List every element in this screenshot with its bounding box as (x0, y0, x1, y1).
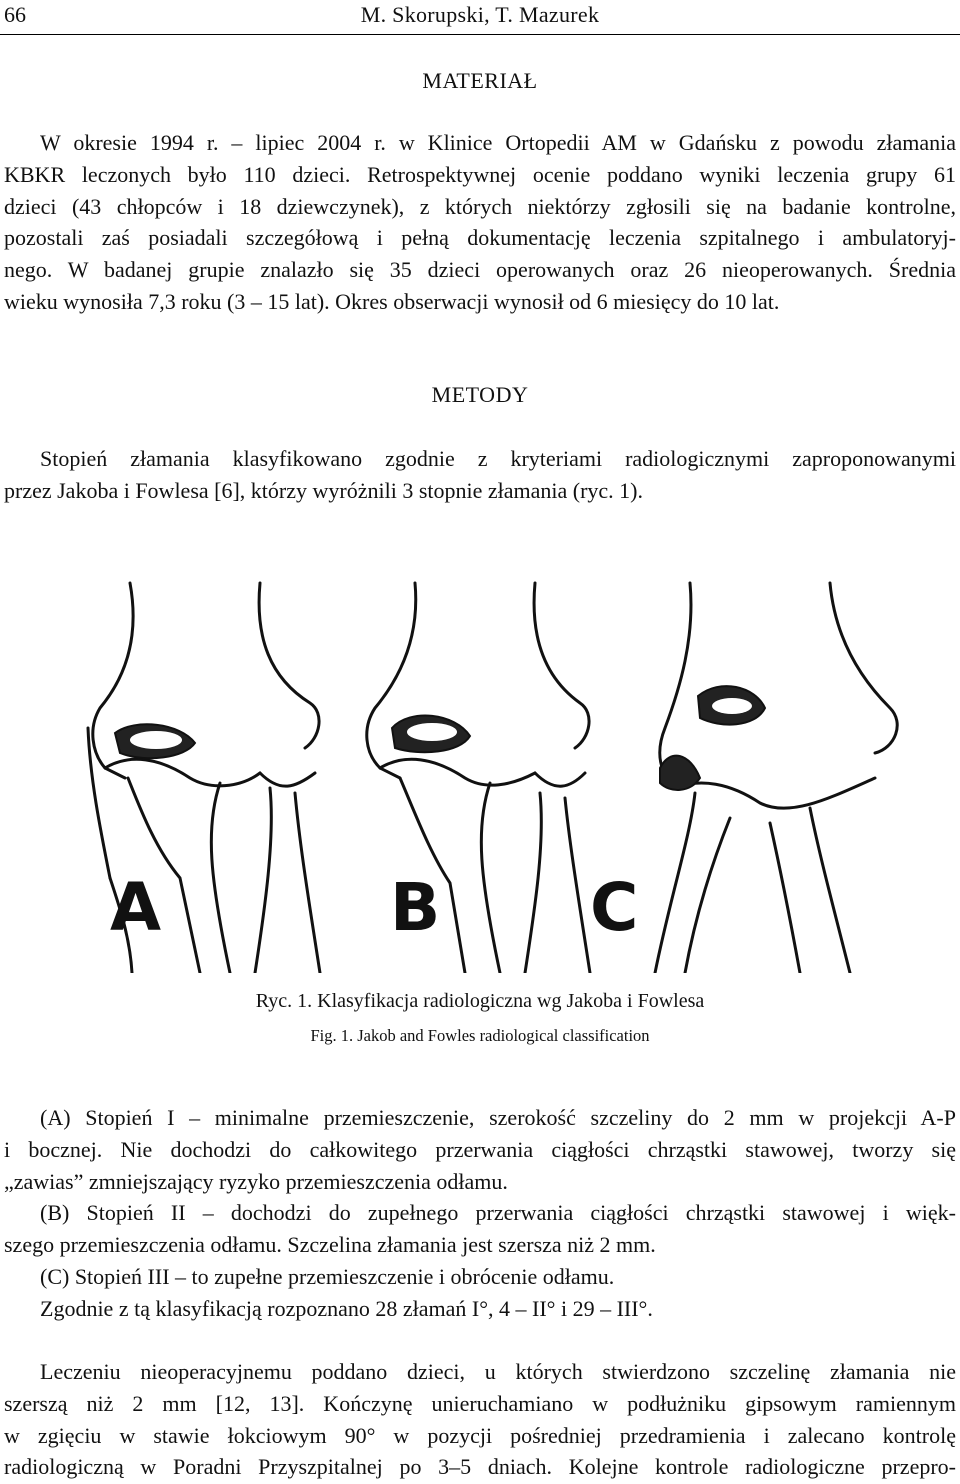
text-line: KBKR leczonych było 110 dzieci. Retrospektywnej ocenie poddano wyniki leczenia grupy 61 (4, 161, 956, 187)
text-line: szerszą niż 2 mm [12, 13]. Kończynę unieruchamiano w podłużniku gipsowym ramiennym (4, 1390, 956, 1416)
panel-label-c: C (590, 869, 639, 946)
text-line: Stopień złamania klasyfikowano zgodnie z kryteriami radiologicznymi zaproponowanymi (40, 446, 956, 471)
figure-caption-pl: Ryc. 1. Klasyfikacja radiologiczna wg Jakoba i Fowlesa (255, 990, 705, 1012)
page-number: 66 (4, 2, 26, 27)
header-rule (0, 34, 960, 35)
panel-label-a: A (110, 869, 162, 946)
running-head: M. Skorupski, T. Mazurek (360, 2, 600, 27)
text-line: Leczeniu nieoperacyjnemu poddano dzieci, u których stwierdzono szczelinę złamania nie (40, 1359, 956, 1384)
text-line: szego przemieszczenia odłamu. Szczelina złamania jest szersza niż 2 mm. (4, 1232, 656, 1258)
text-line: i bocznej. Nie dochodzi do całkowitego przerwania ciągłości chrząstki stawowej, tworzy się (4, 1136, 956, 1162)
text-line: nego. W badanej grupie znalazło się 35 dzieci operowanych oraz 26 nieoperowanych. Średnia (4, 257, 956, 283)
elbow-fracture-illustration (70, 578, 915, 973)
section-title-material: MATERIAŁ (422, 68, 538, 93)
text-line: wieku wynosiła 7,3 roku (3 – 15 lat). Okres obserwacji wynosił od 6 miesięcy do 10 lat. (4, 288, 780, 314)
figure-caption-en: Fig. 1. Jakob and Fowles radiological classification (310, 1026, 650, 1045)
section-title-methods: METODY (431, 382, 529, 407)
text-line: dzieci (43 chłopców i 18 dziewczynek), z których niektórzy zgłosili się na badanie kontrolne, (4, 193, 956, 219)
page-header (0, 0, 960, 30)
methods-paragraph (4, 443, 956, 507)
text-line: pozostali zaś posiadali szczegółową i pełną dokumentację leczenia szpitalnego i ambulatoryj- (4, 225, 956, 251)
figure-jakob-fowles (70, 578, 915, 973)
material-paragraph (4, 127, 956, 318)
text-line: „zawias” zmniejszający ryzyko przemieszczenia odłamu. (4, 1168, 508, 1194)
treatment-paragraph (4, 1356, 956, 1483)
text-line: przez Jakoba i Fowlesa [6], którzy wyróżnili 3 stopnie złamania (ryc. 1). (4, 477, 644, 503)
text-line: (B) Stopień II – dochodzi do zupełnego przerwania ciągłości chrząstki stawowej i więk- (40, 1200, 956, 1226)
text-line: Zgodnie z tą klasyfikacją rozpoznano 28 złamań I°, 4 – II° i 29 – III°. (40, 1295, 653, 1321)
text-line: W okresie 1994 r. – lipiec 2004 r. w Klinice Ortopedii AM w Gdańsku z powodu złamania (40, 130, 956, 155)
text-line: (A) Stopień I – minimalne przemieszczenie, szerokość szczeliny do 2 mm w projekcji A-P (40, 1105, 956, 1130)
panel-label-b: B (390, 869, 441, 946)
text-line: radiologiczną w Poradni Przyszpitalnej po 3–5 dniach. Kolejne kontrole radiologiczne przepro- (4, 1454, 956, 1480)
text-line: (C) Stopień III – to zupełne przemieszczenie i obrócenie odłamu. (40, 1263, 615, 1289)
classification-paragraph (4, 1102, 956, 1325)
text-line: w zgięciu w stawie łokciowym 90° w pozycji pośredniej przedramienia i zalecano kontrolę (4, 1422, 956, 1448)
